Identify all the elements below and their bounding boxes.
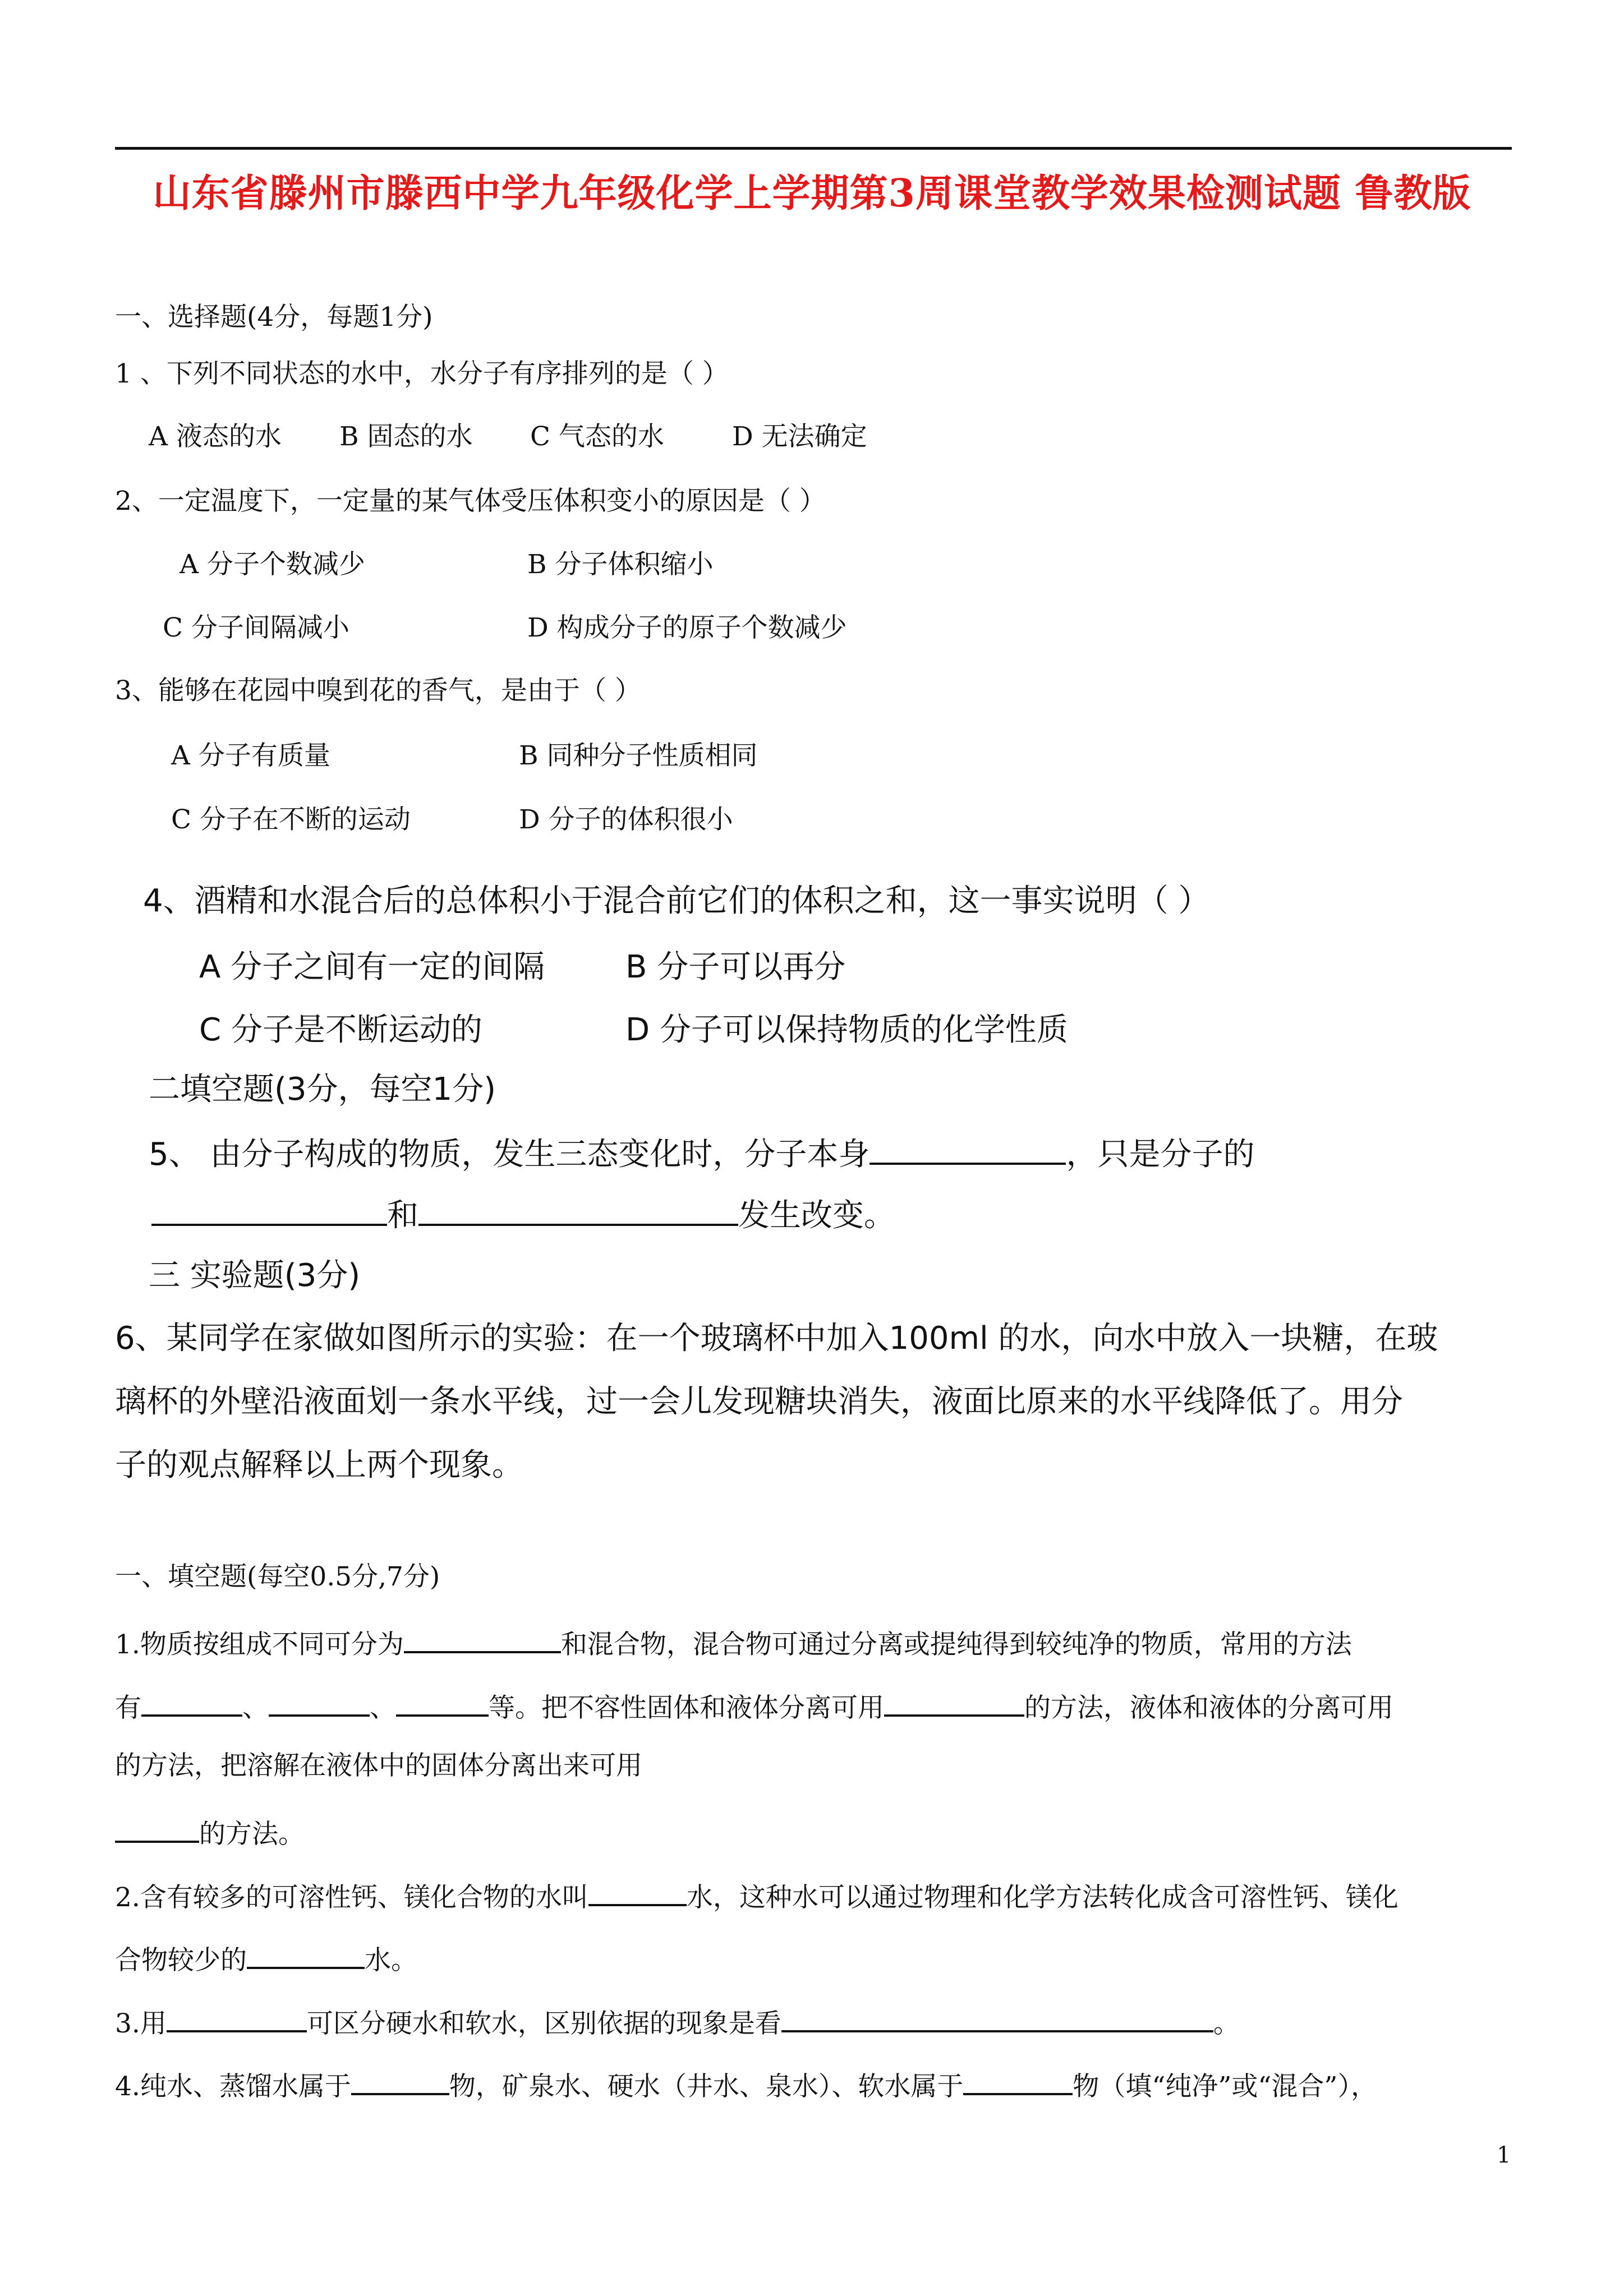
answer-blank[interactable] — [588, 1875, 687, 1906]
fill-text: 有 — [115, 1693, 141, 1723]
question-5-line1 — [149, 1133, 1254, 1174]
question-4-options-row1 — [199, 948, 845, 987]
fill-text: 和混合物，混合物可通过分离或提纯得到较纯净的物质，常用的方法 — [560, 1629, 1352, 1660]
option-d: D 分子可以保持物质的化学性质 — [625, 1012, 1068, 1048]
answer-blank[interactable] — [151, 1195, 387, 1226]
fill-text: 。 — [1213, 2008, 1240, 2039]
question-6-line1: 6、某同学在家做如图所示的实验：在一个玻璃杯中加入100ml 的水，向水中放入一块糖，在玻 — [115, 1320, 1438, 1357]
fill-text: 等。把不容性固体和液体分离可用 — [489, 1693, 884, 1723]
fill-text: 3.用 — [115, 2008, 167, 2039]
section-heading-fill: 二填空题(3分，每空1分) — [149, 1071, 496, 1108]
fill-item-3 — [115, 2001, 1240, 2042]
fill-text: 水。 — [365, 1945, 417, 1976]
fill-text: 物，矿泉水、硬水（井水、泉水）、软水属于 — [449, 2071, 964, 2102]
question-5-text: 和 — [387, 1197, 418, 1234]
answer-blank[interactable] — [247, 1938, 365, 1969]
fill-text: 、 — [242, 1693, 269, 1723]
answer-blank[interactable] — [115, 1811, 199, 1843]
answer-blank[interactable] — [418, 1195, 738, 1226]
option-b: B 固态的水 — [339, 421, 473, 452]
header-rule — [115, 147, 1512, 150]
answer-blank[interactable] — [351, 2064, 449, 2095]
option-a: A 分子个数减少 — [180, 549, 365, 580]
answer-blank[interactable] — [141, 1685, 242, 1717]
question-6-line3: 子的观点解释以上两个现象。 — [115, 1447, 523, 1483]
option-b: B 分子可以再分 — [625, 949, 846, 985]
option-d: D 构成分子的原子个数减少 — [527, 612, 847, 643]
question-3-options-row2 — [171, 802, 733, 838]
question-1-options — [149, 419, 867, 455]
answer-blank[interactable] — [396, 1685, 489, 1717]
question-1-stem: 1 、下列不同状态的水中，水分子有序排列的是（ ） — [115, 358, 729, 389]
question-3-options-row1 — [171, 738, 757, 774]
option-d: D 无法确定 — [732, 421, 867, 452]
page-number: 1 — [1497, 2142, 1511, 2168]
option-b: B 分子体积缩小 — [527, 549, 714, 580]
fill-item-2-line2 — [115, 1938, 417, 1979]
option-c: C 分子间隔减小 — [163, 612, 349, 643]
answer-blank[interactable] — [869, 1133, 1066, 1165]
fill-text: 可区分硬水和软水，区别依据的现象是看 — [306, 2008, 781, 2039]
question-5-text: ，只是分子的 — [1066, 1136, 1255, 1173]
answer-blank[interactable] — [269, 1685, 370, 1717]
question-5-text: 发生改变。 — [738, 1197, 895, 1234]
fill-text: 2.含有较多的可溶性钙、镁化合物的水叫 — [115, 1882, 588, 1913]
answer-blank[interactable] — [167, 2001, 307, 2032]
fill-item-2-line1 — [115, 1875, 1398, 1916]
fill-item-1-line2 — [115, 1685, 1393, 1726]
fill-item-1-line4 — [115, 1811, 305, 1852]
section-heading-fill-2: 一、填空题(每空0.5分,7分) — [115, 1561, 440, 1592]
option-a: A 液态的水 — [149, 421, 282, 452]
question-6-line2: 璃杯的外壁沿液面划一条水平线，过一会儿发现糖块消失，液面比原来的水平线降低了。用分 — [115, 1384, 1403, 1420]
fill-item-1-line3: 的方法，把溶解在液体中的固体分离出来可用 — [115, 1750, 642, 1781]
fill-item-4 — [115, 2064, 1377, 2105]
question-3-stem: 3、能够在花园中嗅到花的香气，是由于（ ） — [115, 675, 641, 706]
question-4-options-row2 — [199, 1011, 1068, 1050]
answer-blank[interactable] — [963, 2064, 1073, 2095]
question-2-stem: 2、一定温度下，一定量的某气体受压体积变小的原因是（ ） — [115, 486, 826, 517]
section-heading-experiment: 三 实验题(3分) — [149, 1257, 361, 1294]
option-a: A 分子之间有一定的间隔 — [199, 949, 545, 985]
fill-text: 合物较少的 — [115, 1945, 247, 1976]
fill-text: 、 — [370, 1693, 396, 1723]
section-heading-choice: 一、选择题(4分，每题1分) — [115, 302, 433, 333]
fill-text: 4.纯水、蒸馏水属于 — [115, 2071, 351, 2102]
question-5-text: 5、 由分子构成的物质，发生三态变化时，分子本身 — [149, 1136, 870, 1173]
option-d: D 分子的体积很小 — [519, 804, 733, 835]
fill-text: 的方法，液体和液体的分离可用 — [1024, 1693, 1393, 1723]
question-5-line2 — [151, 1195, 895, 1235]
option-c: C 分子在不断的运动 — [171, 804, 411, 835]
fill-text: 物（填“纯净”或“混合”）， — [1073, 2071, 1377, 2102]
fill-text: 1.物质按组成不同可分为 — [115, 1629, 404, 1660]
question-4-stem: 4、酒精和水混合后的总体积小于混合前它们的体积之和，这一事实说明（ ） — [143, 883, 1210, 919]
fill-item-1-line1 — [115, 1622, 1352, 1663]
question-2-options-row2 — [163, 610, 847, 646]
question-2-options-row1 — [180, 547, 713, 583]
option-a: A 分子有质量 — [171, 740, 330, 771]
fill-text: 的方法。 — [199, 1819, 305, 1850]
answer-blank[interactable] — [884, 1685, 1024, 1717]
fill-text: 水，这种水可以通过物理和化学方法转化成含可溶性钙、镁化 — [686, 1882, 1398, 1913]
document-title: 山东省滕州市滕西中学九年级化学上学期第3周课堂教学效果检测试题 鲁教版 — [153, 171, 1471, 216]
option-c: C 分子是不断运动的 — [199, 1012, 482, 1048]
answer-blank[interactable] — [781, 2001, 1213, 2032]
option-b: B 同种分子性质相同 — [519, 740, 758, 771]
answer-blank[interactable] — [404, 1622, 561, 1653]
option-c: C 气态的水 — [530, 421, 664, 452]
